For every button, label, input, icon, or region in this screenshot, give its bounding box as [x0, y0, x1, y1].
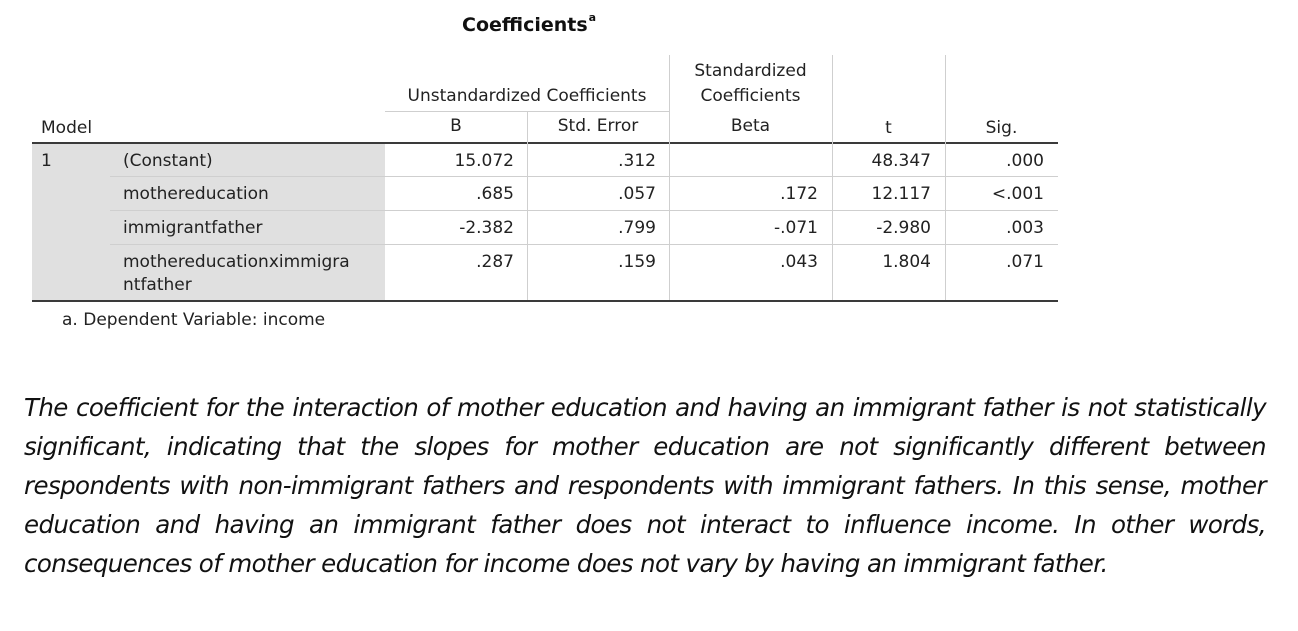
- header-unstandardized-coefficients: Unstandardized Coefficients: [407, 86, 647, 106]
- row-t: 12.117: [871, 184, 931, 204]
- row-rule: [110, 176, 1058, 177]
- row-sig: .000: [1006, 151, 1044, 171]
- row-b: 15.072: [454, 151, 514, 171]
- row-b: .287: [476, 252, 514, 272]
- row-variable: immigrantfather: [123, 218, 263, 238]
- header-b: B: [450, 116, 462, 136]
- row-sig: <.001: [991, 184, 1044, 204]
- table-title-footnote-marker: a: [588, 11, 597, 24]
- table-footnote: a. Dependent Variable: income: [62, 310, 326, 330]
- header-bottom-rule: [32, 142, 1058, 144]
- row-std-error: .312: [618, 151, 656, 171]
- column-rule: [669, 55, 670, 300]
- row-rule: [110, 210, 1058, 211]
- header-t: t: [885, 118, 892, 138]
- column-rule: [832, 55, 833, 300]
- row-t: 48.347: [871, 151, 931, 171]
- row-variable-line1: mothereducationximmigra: [123, 252, 350, 272]
- row-beta: .172: [780, 184, 818, 204]
- row-t: 1.804: [882, 252, 931, 272]
- row-t: -2.980: [876, 218, 931, 238]
- header-beta: Beta: [730, 116, 771, 136]
- header-std-error: Std. Error: [557, 116, 639, 136]
- row-variable: mothereducation: [123, 184, 269, 204]
- table-bottom-rule: [32, 300, 1058, 302]
- row-beta: .043: [780, 252, 818, 272]
- column-rule: [945, 55, 946, 300]
- row-std-error: .799: [618, 218, 656, 238]
- header-standardized-line2: Coefficients: [700, 86, 801, 106]
- row-b: -2.382: [459, 218, 514, 238]
- row-beta: -.071: [774, 218, 818, 238]
- row-sig: .003: [1006, 218, 1044, 238]
- header-model: Model: [41, 118, 93, 138]
- row-b: .685: [476, 184, 514, 204]
- model-number: 1: [41, 151, 52, 171]
- column-rule: [527, 111, 528, 300]
- row-std-error: .159: [618, 252, 656, 272]
- row-variable-line2: ntfather: [123, 275, 192, 295]
- row-variable: (Constant): [123, 151, 213, 171]
- interpretation-paragraph: The coefficient for the interaction of mother education and having an immigrant father is not statistically significant, indicating that the slopes for mother education are not significantly different between respondents with non-immigrant fathers and respondents with immigrant fathers. In this sense, mother education and having an immigrant father does not interact to influence income. In other words, consequences of mother education for income does not vary by having an immigrant father.: [24, 393, 1266, 578]
- header-sig: Sig.: [985, 118, 1018, 138]
- table-title-text: Coefficients: [462, 14, 588, 36]
- row-sig: .071: [1006, 252, 1044, 272]
- header-standardized-line1: Standardized: [694, 61, 807, 81]
- row-rule: [110, 244, 1058, 245]
- row-std-error: .057: [618, 184, 656, 204]
